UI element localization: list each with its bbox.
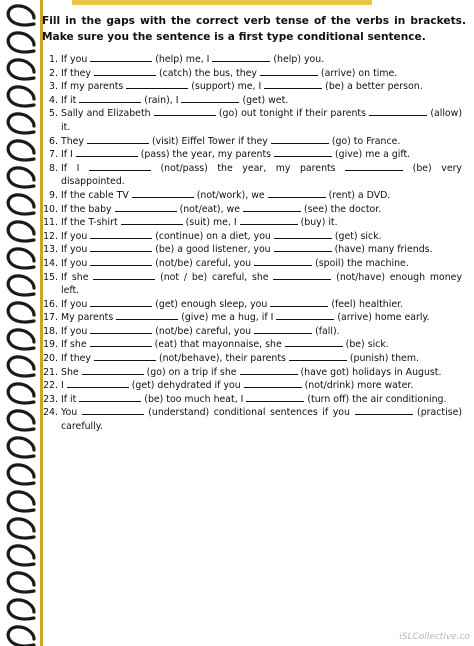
exercise-item [30, 352, 462, 366]
exercise-item [30, 80, 462, 94]
exercise-item [30, 189, 462, 203]
item-number: 17. [43, 312, 58, 324]
spiral-ring [8, 33, 34, 52]
answer-blank[interactable] [276, 311, 334, 320]
answer-blank[interactable] [115, 203, 177, 212]
item-number: 8. [49, 162, 58, 174]
answer-blank[interactable] [181, 94, 239, 103]
item-number: 21. [43, 366, 58, 378]
answer-blank[interactable] [285, 338, 343, 347]
exercise-item [30, 325, 462, 339]
answer-blank[interactable] [273, 271, 331, 280]
spiral-ring [8, 573, 34, 592]
exercise-item [30, 338, 462, 352]
answer-blank[interactable] [90, 338, 152, 347]
answer-blank[interactable] [274, 243, 332, 252]
answer-blank[interactable] [93, 271, 155, 280]
answer-blank[interactable] [154, 107, 216, 116]
item-sentence: They (visit) Eiffel Tower if they (go) to France. [61, 135, 401, 147]
spiral-ring [8, 600, 34, 619]
exercise-item [30, 379, 462, 393]
item-sentence: If they (catch) the bus, they (arrive) on time. [61, 67, 398, 79]
exercise-item [30, 271, 462, 298]
spiral-ring [8, 546, 34, 565]
item-number: 20. [43, 353, 58, 365]
exercise-item [30, 203, 462, 217]
answer-blank[interactable] [270, 298, 328, 307]
item-number: 5. [49, 108, 58, 120]
answer-blank[interactable] [271, 135, 329, 144]
exercise-item [30, 243, 462, 257]
answer-blank[interactable] [90, 53, 152, 62]
answer-blank[interactable] [90, 230, 152, 239]
item-sentence: If it (rain), I (get) wet. [61, 94, 289, 106]
item-sentence: I (get) dehydrated if you (not/drink) more water. [61, 380, 414, 392]
item-sentence: If you (get) enough sleep, you (feel) healthier. [61, 298, 404, 310]
exercise-item [30, 94, 462, 108]
answer-blank[interactable] [116, 311, 178, 320]
spiral-ring [8, 6, 34, 25]
answer-blank[interactable] [132, 189, 194, 198]
item-sentence: If she (eat) that mayonnaise, she (be) sick. [61, 339, 389, 351]
spiral-ring [8, 465, 34, 484]
answer-blank[interactable] [289, 352, 347, 361]
spiral-ring [8, 438, 34, 457]
exercise-item [30, 53, 462, 67]
item-number: 19. [43, 339, 58, 351]
item-sentence: If you (not/be) careful, you (spoil) the machine. [61, 257, 409, 269]
answer-blank[interactable] [268, 189, 326, 198]
item-number: 10. [43, 203, 58, 215]
exercise-item [30, 257, 462, 271]
item-sentence: If I (pass) the year, my parents (give) me a gift. [61, 149, 411, 161]
answer-blank[interactable] [87, 135, 149, 144]
item-sentence: If the cable TV (not/work), we (rent) a DVD. [61, 189, 391, 201]
item-number: 18. [43, 325, 58, 337]
answer-blank[interactable] [89, 162, 151, 171]
answer-blank[interactable] [94, 352, 156, 361]
answer-blank[interactable] [264, 80, 322, 89]
answer-blank[interactable] [274, 230, 332, 239]
item-number: 24. [43, 407, 58, 419]
answer-blank[interactable] [260, 67, 318, 76]
item-number: 13. [43, 244, 58, 256]
answer-blank[interactable] [90, 298, 152, 307]
item-number: 22. [43, 380, 58, 392]
answer-blank[interactable] [121, 216, 183, 225]
answer-blank[interactable] [79, 393, 141, 402]
exercise-item [30, 107, 462, 134]
spiral-ring [8, 492, 34, 511]
answer-blank[interactable] [212, 53, 270, 62]
answer-blank[interactable] [274, 148, 332, 157]
answer-blank[interactable] [67, 379, 129, 388]
spiral-ring [8, 519, 34, 538]
exercise-item [30, 162, 462, 189]
answer-blank[interactable] [243, 203, 301, 212]
item-number: 4. [49, 94, 58, 106]
answer-blank[interactable] [126, 80, 188, 89]
answer-blank[interactable] [94, 67, 156, 76]
answer-blank[interactable] [90, 243, 152, 252]
answer-blank[interactable] [79, 94, 141, 103]
item-sentence: Sally and Elizabeth (go) out tonight if their parents (allow) it. [61, 108, 462, 133]
exercise-item [30, 67, 462, 81]
item-number: 7. [49, 149, 58, 161]
instructions: Fill in the gaps with the correct verb tense of the verbs in brackets. Make sure you the sentence is a first type conditional sentence. [42, 15, 466, 43]
item-sentence: If the baby (not/eat), we (see) the doctor. [61, 203, 382, 215]
answer-blank[interactable] [240, 216, 298, 225]
spiral-ring [8, 627, 34, 646]
item-sentence: My parents (give) me a hug, if I (arrive) home early. [61, 312, 430, 324]
item-sentence: If you (continue) on a diet, you (get) sick. [61, 230, 382, 242]
item-number: 2. [49, 67, 58, 79]
item-sentence: If it (be) too much heat, I (turn off) the air conditioning. [61, 393, 447, 405]
answer-blank[interactable] [246, 393, 304, 402]
item-number: 12. [43, 230, 58, 242]
answer-blank[interactable] [254, 257, 312, 266]
answer-blank[interactable] [82, 366, 144, 375]
answer-blank[interactable] [244, 379, 302, 388]
item-sentence: If you (be) a good listener, you (have) many friends. [61, 244, 433, 256]
item-number: 3. [49, 81, 58, 93]
item-sentence: If the T-shirt (suit) me, I (buy) it. [61, 217, 338, 229]
answer-blank[interactable] [369, 107, 427, 116]
exercise-item [30, 148, 462, 162]
exercise-item [30, 393, 462, 407]
item-sentence: She (go) on a trip if she (have got) holidays in August. [61, 366, 442, 378]
item-sentence: If you (help) me, I (help) you. [61, 54, 325, 65]
item-sentence: You (understand) conditional sentences if you (practise) carefully. [61, 407, 463, 433]
item-number: 14. [43, 257, 58, 269]
item-number: 1. [49, 54, 58, 65]
answer-blank[interactable] [355, 406, 413, 415]
exercise-item [30, 230, 462, 244]
exercise-item [30, 216, 462, 230]
answer-blank[interactable] [240, 366, 298, 375]
item-sentence: If I (not/pass) the year, my parents (be) very disappointed. [61, 162, 462, 188]
item-number: 16. [43, 298, 58, 310]
watermark: iSLCollective.co [399, 632, 470, 642]
exercise-item [30, 311, 462, 325]
item-sentence: If they (not/behave), their parents (punish) them. [61, 353, 419, 365]
item-number: 6. [49, 135, 58, 147]
top-accent-band [72, 0, 372, 5]
exercise-item [30, 366, 462, 380]
answer-blank[interactable] [345, 162, 403, 171]
item-sentence: If you (not/be) careful, you (fall). [61, 325, 340, 337]
item-number: 11. [43, 217, 58, 229]
answer-blank[interactable] [82, 406, 144, 415]
item-sentence: If my parents (support) me, I (be) a better person. [61, 81, 423, 93]
exercise-item [30, 406, 462, 433]
exercise-list [30, 53, 462, 434]
item-number: 23. [43, 393, 58, 405]
exercise-item [30, 135, 462, 149]
exercise-item [30, 298, 462, 312]
item-number: 9. [49, 189, 58, 201]
answer-blank[interactable] [254, 325, 312, 334]
item-number: 15. [43, 271, 58, 283]
answer-blank[interactable] [76, 148, 138, 157]
answer-blank[interactable] [90, 257, 152, 266]
answer-blank[interactable] [90, 325, 152, 334]
item-sentence: If she (not / be) careful, she (not/have) enough money left. [61, 271, 462, 297]
